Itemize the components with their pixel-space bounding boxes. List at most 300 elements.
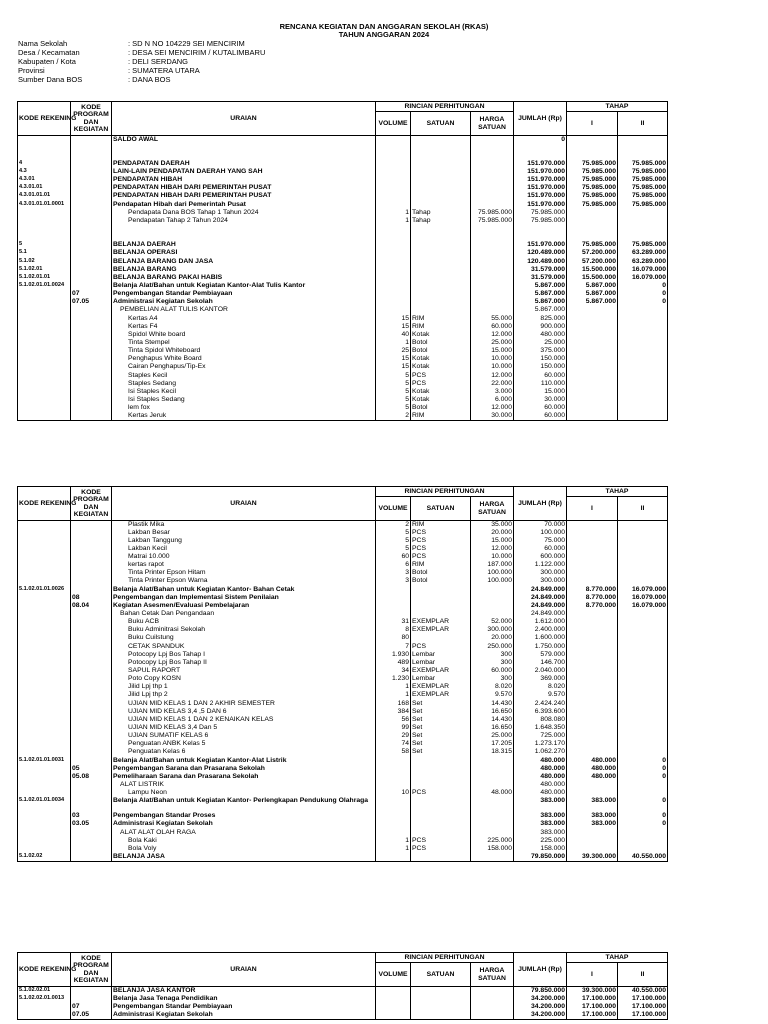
table-row [18,192,668,200]
uraian-cell: kertas rapot [112,561,376,569]
jumlah-cell: 725.000 [514,732,567,740]
satuan-cell [411,987,471,995]
kode-rekening-cell [18,209,71,217]
tahap-1-cell: 75.985.000 [567,160,618,168]
kode-program-cell [71,331,112,339]
harga-satuan-cell: 9.570 [471,691,514,699]
satuan-cell [411,995,471,1003]
kode-rekening-cell [18,577,71,585]
harga-satuan-cell [471,773,514,781]
uraian-cell: Bahan Cetak Dan Pengandaan [112,610,376,618]
harga-satuan-cell: 16.650 [471,724,514,732]
table-row [18,829,668,837]
table-row [18,404,668,412]
kode-rekening-cell [18,675,71,683]
tahap-1-cell: 75.985.000 [567,192,618,200]
tahap-1-cell: 75.985.000 [567,168,618,176]
jumlah-cell: 110.000 [514,380,567,388]
tahap-2-header: II [618,497,668,521]
tahap-1-cell [567,339,618,347]
kode-rekening-cell: 4.3.01 [18,176,71,184]
tahap-1-cell [567,233,618,241]
jumlah-cell: 60.000 [514,404,567,412]
kode-rekening-cell [18,691,71,699]
info-row [18,48,265,57]
tahap-1-cell [567,388,618,396]
uraian-cell: Spidol White board [112,331,376,339]
jumlah-cell [514,225,567,233]
harga-satuan-cell: 12.000 [471,331,514,339]
jumlah-cell: 300.000 [514,577,567,585]
uraian-cell: UJIAN MID KELAS 3,4 Dan 5 [112,724,376,732]
satuan-cell: Lembar [411,675,471,683]
tahap-1-cell [567,521,618,529]
satuan-cell [411,136,471,144]
jumlah-cell: 150.000 [514,363,567,371]
tahap-2-cell [618,561,668,569]
kode-program-cell [71,347,112,355]
uraian-cell: Buku Cuilstung [112,634,376,642]
volume-cell: 25 [376,347,411,355]
uraian-cell: Tinta Printer Epson Warna [112,577,376,585]
info-label: Provinsi [18,66,45,75]
tahap-1-cell [567,355,618,363]
jumlah-cell: 151.970.000 [514,192,567,200]
harga-satuan-cell [471,241,514,249]
uraian-cell: BELANJA BARANG [112,266,376,274]
tahap-2-cell: 16.079.000 [618,586,668,594]
table-row [18,683,668,691]
tahap-2-cell [618,618,668,626]
tahap-1-cell [567,732,618,740]
kode-rekening-cell: 4 [18,160,71,168]
volume-cell: 1 [376,209,411,217]
satuan-cell: Botol [411,347,471,355]
kode-rekening-cell [18,667,71,675]
table-row [18,634,668,642]
kode-program-cell [71,724,112,732]
satuan-cell [411,634,471,642]
jumlah-cell: 100.000 [514,529,567,537]
uraian-cell: Kertas A4 [112,315,376,323]
jumlah-header: JUMLAH (Rp) [514,487,567,521]
kode-program-cell [71,740,112,748]
harga-satuan-cell: 55.000 [471,315,514,323]
harga-satuan-cell: 60.000 [471,323,514,331]
volume-cell: 2 [376,521,411,529]
volume-cell [376,241,411,249]
tahap-1-cell [567,610,618,618]
kode-program-cell [71,201,112,209]
volume-cell [376,266,411,274]
uraian-cell: Belanja Alat/Bahan untuk Kegiatan Kantor-Alat Listrik [112,757,376,765]
uraian-cell: Bola Kaki [112,837,376,845]
kode-program-cell [71,987,112,995]
uraian-cell: BELANJA OPERASI [112,249,376,257]
tahap-2-cell: 17.100.000 [618,995,668,1003]
jumlah-cell: 808.080 [514,716,567,724]
kode-program-cell: 03.05 [71,820,112,828]
uraian-cell: CETAK SPANDUK [112,643,376,651]
jumlah-cell: 24.849.000 [514,586,567,594]
jumlah-cell: 34.200.000 [514,995,567,1003]
harga-satuan-cell [471,812,514,820]
uraian-cell: Isi Staples Kecil [112,388,376,396]
kode-rekening-cell [18,225,71,233]
satuan-cell [411,586,471,594]
harga-satuan-cell: 6.000 [471,396,514,404]
jumlah-cell: 1.273.170 [514,740,567,748]
kode-program-cell [71,643,112,651]
satuan-cell: Set [411,748,471,756]
kode-program-cell [71,716,112,724]
jumlah-cell: 1.600.000 [514,634,567,642]
tahap-2-cell: 16.079.000 [618,274,668,282]
tahap-2-cell [618,404,668,412]
kode-program-cell [71,651,112,659]
jumlah-cell: 5.867.000 [514,306,567,314]
tahap-1-cell: 480.000 [567,765,618,773]
kode-rekening-cell [18,602,71,610]
tahap-1-cell: 8.770.000 [567,594,618,602]
kode-rekening-cell [18,388,71,396]
volume-cell [376,781,411,789]
document-subtitle: TAHUN ANGGARAN 2024 [338,30,430,39]
tahap-1-cell [567,404,618,412]
uraian-cell: Pendapata Dana BOS Tahap 1 Tahun 2024 [112,209,376,217]
tahap-2-cell [618,748,668,756]
volume-cell: 5 [376,396,411,404]
table-row [18,1011,668,1019]
tahap-1-cell: 383.000 [567,820,618,828]
tahap-1-cell [567,537,618,545]
jumlah-cell: 146.700 [514,659,567,667]
jumlah-cell: 225.000 [514,837,567,845]
harga-satuan-cell: 300 [471,651,514,659]
table-row [18,412,668,420]
kode-program-cell [71,315,112,323]
tahap-2-cell [618,724,668,732]
tahap-2-cell [618,331,668,339]
satuan-header: SATUAN [411,112,471,136]
table-row [18,708,668,716]
satuan-header: SATUAN [411,497,471,521]
harga-satuan-cell: 100.000 [471,569,514,577]
tahap-2-cell: 75.985.000 [618,241,668,249]
tahap-1-cell [567,553,618,561]
kode-rekening-cell [18,537,71,545]
volume-cell [376,192,411,200]
budget-table-2 [17,486,668,862]
satuan-cell: Kotak [411,396,471,404]
jumlah-cell [514,144,567,152]
tahap-1-cell [567,569,618,577]
jumlah-cell: 79.850.000 [514,853,567,861]
volume-cell [376,594,411,602]
volume-cell: 1 [376,845,411,853]
table-row [18,258,668,266]
table-row [18,266,668,274]
kode-rekening-cell: 5.1.02.02.01 [18,987,71,995]
table-row [18,298,668,306]
kode-program-cell [71,748,112,756]
table-row [18,740,668,748]
tahap-1-cell [567,700,618,708]
tahap-1-header: I [567,963,618,987]
uraian-cell: Buku Adminitrasi Sekolah [112,626,376,634]
tahap-1-cell [567,789,618,797]
harga-satuan-cell [471,249,514,257]
jumlah-cell: 151.970.000 [514,176,567,184]
table-row [18,249,668,257]
info-value: : SD N NO 104229 SEI MENCIRIM [128,39,245,48]
tahap-2-cell [618,315,668,323]
tahap-2-cell: 17.100.000 [618,1011,668,1019]
tahap-1-cell: 5.867.000 [567,290,618,298]
kode-program-cell [71,797,112,812]
tahap-1-cell: 57.200.000 [567,249,618,257]
table-row [18,781,668,789]
jumlah-cell: 158.000 [514,845,567,853]
kode-program-cell [71,388,112,396]
uraian-cell: Belanja Alat/Bahan untuk Kegiatan Kantor-Alat Tulis Kantor [112,282,376,290]
tahap-1-cell: 8.770.000 [567,602,618,610]
table-row [18,724,668,732]
harga-satuan-cell [471,266,514,274]
table-row [18,594,668,602]
tahap-1-cell [567,144,618,152]
kode-rekening-cell [18,724,71,732]
volume-cell [376,176,411,184]
satuan-cell [411,266,471,274]
tahap-1-cell [567,781,618,789]
kode-rekening-cell [18,323,71,331]
jumlah-cell: 480.000 [514,757,567,765]
kode-program-cell: 07 [71,290,112,298]
kode-rekening-cell [18,404,71,412]
tahap-1-cell: 383.000 [567,797,618,812]
satuan-cell: PCS [411,789,471,797]
kode-rekening-cell [18,700,71,708]
satuan-cell [411,757,471,765]
tahap-2-cell: 75.985.000 [618,201,668,209]
satuan-cell [411,160,471,168]
satuan-cell [411,853,471,861]
volume-cell: 56 [376,716,411,724]
school-info [18,39,265,84]
tahap-1-cell: 480.000 [567,773,618,781]
kode-program-cell [71,323,112,331]
uraian-cell: ALAT LISTRIK [112,781,376,789]
tahap-2-cell: 16.079.000 [618,602,668,610]
table-row [18,812,668,820]
kode-rekening-cell [18,594,71,602]
satuan-cell [411,797,471,812]
jumlah-cell: 24.849.000 [514,610,567,618]
kode-rekening-cell [18,136,71,144]
satuan-cell: Lembar [411,651,471,659]
harga-satuan-cell [471,192,514,200]
uraian-header: URAIAN [112,102,376,136]
satuan-cell: Set [411,724,471,732]
uraian-cell: Lampu Neon [112,789,376,797]
satuan-cell [411,249,471,257]
satuan-cell [411,225,471,233]
uraian-cell: Pengembangan Standar Pembiayaan [112,1003,376,1011]
kode-program-cell [71,136,112,144]
tahap-1-cell [567,152,618,160]
table-row [18,201,668,209]
uraian-cell: Pengembangan Standar Pembiayaan [112,290,376,298]
harga-satuan-cell: 75.985.000 [471,209,514,217]
tahap-1-cell [567,740,618,748]
table-row [18,987,668,995]
harga-satuan-cell [471,594,514,602]
table-row [18,651,668,659]
jumlah-cell: 34.200.000 [514,1011,567,1019]
volume-cell: 34 [376,667,411,675]
satuan-cell: PCS [411,380,471,388]
tahap-1-cell [567,626,618,634]
info-label: Desa / Kecamatan [18,48,80,57]
jumlah-cell: 8.020 [514,683,567,691]
harga-satuan-cell: 10.000 [471,363,514,371]
table-row [18,691,668,699]
kode-program-cell: 03 [71,812,112,820]
volume-cell [376,765,411,773]
kode-program-cell [71,529,112,537]
table-row [18,209,668,217]
volume-cell: 1 [376,217,411,225]
uraian-cell: Tinta Spidol Whiteboard [112,347,376,355]
table-row [18,355,668,363]
tahap-2-cell [618,577,668,585]
satuan-cell: Tahap [411,209,471,217]
rincian-header: RINCIAN PERHITUNGAN [376,102,514,112]
kode-rekening-cell [18,339,71,347]
uraian-cell: UJIAN MID KELAS 1 DAN 2 KENAIKAN KELAS [112,716,376,724]
jumlah-cell [514,152,567,160]
harga-satuan-cell: 17.205 [471,740,514,748]
uraian-cell: UJIAN MID KELAS 3,4 ,5 DAN 6 [112,708,376,716]
tahap-header: TAHAP [567,102,668,112]
jumlah-cell: 1.062.270 [514,748,567,756]
jumlah-cell: 1.122.000 [514,561,567,569]
info-value: : DESA SEI MENCIRIM / KUTALIMBARU [128,48,266,57]
jumlah-cell: 300.000 [514,569,567,577]
jumlah-cell: 151.970.000 [514,201,567,209]
harga-satuan-cell [471,797,514,812]
table-row [18,168,668,176]
harga-satuan-cell: 16.650 [471,708,514,716]
kode-rekening-cell [18,820,71,828]
kode-program-cell [71,634,112,642]
kode-rekening-cell [18,740,71,748]
kode-rekening-cell: 5.1.02.01.01.0031 [18,757,71,765]
uraian-cell: Belanja Jasa Tenaga Pendidikan [112,995,376,1003]
kode-rekening-cell [18,521,71,529]
table-row [18,176,668,184]
harga-satuan-cell [471,233,514,241]
jumlah-cell: 5.867.000 [514,298,567,306]
tahap-2-cell [618,667,668,675]
kode-program-cell [71,553,112,561]
uraian-cell: Potocopy Lpj Bos Tahap I [112,651,376,659]
tahap-1-cell [567,136,618,144]
tahap-2-cell [618,651,668,659]
kode-program-cell [71,610,112,618]
satuan-cell [411,282,471,290]
table-row [18,521,668,529]
kode-program-cell [71,829,112,837]
uraian-cell: Kegiatan Asesmen/Evaluasi Pembelajaran [112,602,376,610]
tahap-1-cell: 15.500.000 [567,266,618,274]
harga-satuan-cell: 3.000 [471,388,514,396]
table-row [18,282,668,290]
harga-satuan-cell: 52.000 [471,618,514,626]
kode-rekening-cell [18,298,71,306]
tahap-2-cell [618,217,668,225]
tahap-2-cell [618,372,668,380]
tahap-2-cell [618,683,668,691]
volume-cell [376,773,411,781]
satuan-cell: Kotak [411,363,471,371]
kode-rekening-cell: 4.3.01.01.01.0001 [18,201,71,209]
kode-rekening-cell [18,529,71,537]
volume-cell: 6 [376,561,411,569]
uraian-cell: Staples Kecil [112,372,376,380]
table-row [18,537,668,545]
satuan-cell: EXEMPLAR [411,626,471,634]
tahap-2-cell: 63.289.000 [618,258,668,266]
tahap-1-cell [567,396,618,404]
volume-cell [376,144,411,152]
tahap-2-cell: 0 [618,820,668,828]
tahap-2-cell: 75.985.000 [618,160,668,168]
info-label: Kabupaten / Kota [18,57,76,66]
satuan-cell [411,168,471,176]
kode-rekening-cell [18,233,71,241]
uraian-cell: Penguatan ANBK Kelas 5 [112,740,376,748]
uraian-cell: SALDO AWAL [112,136,376,144]
info-row [18,66,265,75]
jumlah-cell: 75.000 [514,537,567,545]
tahap-2-cell [618,306,668,314]
kode-program-cell [71,168,112,176]
harga-satuan-cell: 15.000 [471,347,514,355]
volume-cell [376,184,411,192]
kode-program-cell [71,160,112,168]
jumlah-cell: 15.000 [514,388,567,396]
harga-satuan-cell [471,184,514,192]
harga-satuan-cell: 30.000 [471,412,514,420]
harga-satuan-cell: 14.430 [471,716,514,724]
tahap-1-cell [567,659,618,667]
document-title: RENCANA KEGIATAN DAN ANGGARAN SEKOLAH (RKAS) [279,22,489,31]
satuan-cell: Set [411,740,471,748]
table-row [18,602,668,610]
satuan-cell: EXEMPLAR [411,667,471,675]
volume-cell: 1.930 [376,651,411,659]
tahap-2-cell [618,837,668,845]
volume-cell [376,853,411,861]
kode-rekening-cell [18,634,71,642]
tahap-2-header: II [618,112,668,136]
table-row [18,659,668,667]
kode-rekening-cell: 4.3 [18,168,71,176]
tahap-1-cell [567,315,618,323]
tahap-1-cell [567,845,618,853]
